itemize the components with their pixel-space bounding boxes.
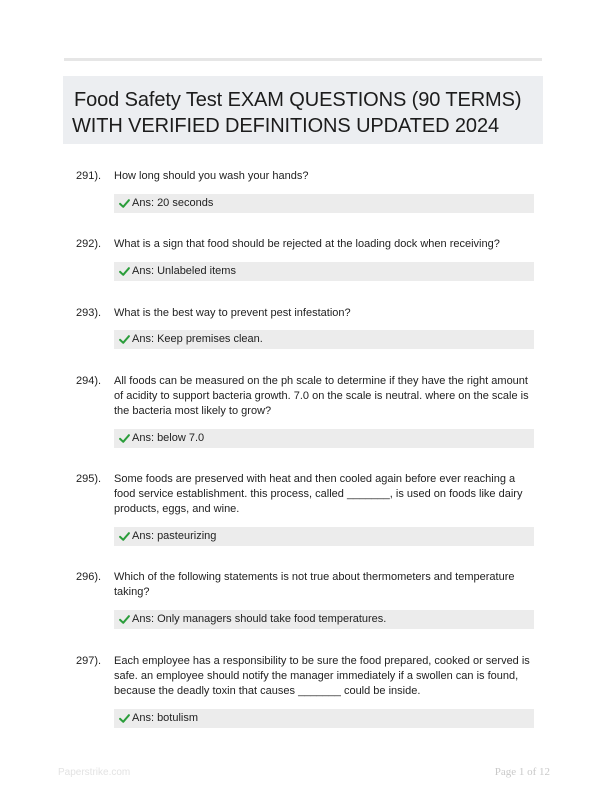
question-text: Which of the following statements is not true about thermometers and temperature taking?	[114, 571, 515, 598]
page-number: Page 1 of 12	[494, 766, 550, 778]
answer-text: Ans: Unlabeled items	[132, 265, 236, 277]
question-number: 291).	[76, 170, 102, 182]
answer-box	[114, 194, 534, 213]
top-divider	[64, 58, 542, 61]
answer-box	[114, 262, 534, 281]
answer-text: Ans: Keep premises clean.	[132, 333, 263, 345]
document-title-line-2: WITH VERIFIED DEFINITIONS UPDATED 2024	[72, 115, 500, 137]
question-text: Each employee has a responsibility to be sure the food prepared, cooked or served is safe. an employee should notify the manager immediately if a swollen can is found, because the deadly toxin that causes _______ could be inside.	[114, 655, 530, 697]
answer-text: Ans: botulism	[132, 712, 199, 724]
question-text: What is the best way to prevent pest infestation?	[114, 307, 351, 319]
answer-text: Ans: Only managers should take food temperatures.	[132, 613, 387, 625]
checkmark-icon	[119, 198, 130, 209]
question-text: What is a sign that food should be rejected at the loading dock when receiving?	[114, 238, 500, 250]
checkmark-icon	[119, 713, 130, 724]
document-title-line-1: Food Safety Test EXAM QUESTIONS (90 TERMS)	[74, 89, 522, 111]
checkmark-icon	[119, 334, 130, 345]
answer-box	[114, 610, 534, 629]
question-number: 297).	[76, 655, 102, 667]
question-number: 292).	[76, 238, 102, 250]
checkmark-icon	[119, 433, 130, 444]
footer-watermark: Paperstrike.com	[58, 767, 131, 778]
question-number: 293).	[76, 307, 102, 319]
question-text: Some foods are preserved with heat and then cooled again before ever reaching a food service establishment. this process, called _______, is used on foods like dairy products, eggs, and wine.	[114, 473, 523, 515]
question-number: 294).	[76, 375, 102, 387]
document-title-box	[63, 76, 543, 144]
checkmark-icon	[119, 266, 130, 277]
question-number: 296).	[76, 571, 102, 583]
answer-text: Ans: pasteurizing	[132, 530, 217, 542]
question-text: All foods can be measured on the ph scale to determine if they have the right amount of acidity to support bacteria growth. 7.0 on the scale is neutral. where on the scale is the bacteria most likely to grow?	[114, 375, 529, 417]
question-number: 295).	[76, 473, 102, 485]
question-text: How long should you wash your hands?	[114, 170, 309, 182]
answer-text: Ans: 20 seconds	[132, 197, 214, 209]
checkmark-icon	[119, 531, 130, 542]
answer-box	[114, 527, 534, 546]
answer-box	[114, 709, 534, 728]
answer-box	[114, 330, 534, 349]
answer-box	[114, 429, 534, 448]
checkmark-icon	[119, 614, 130, 625]
answer-text: Ans: below 7.0	[132, 432, 205, 444]
